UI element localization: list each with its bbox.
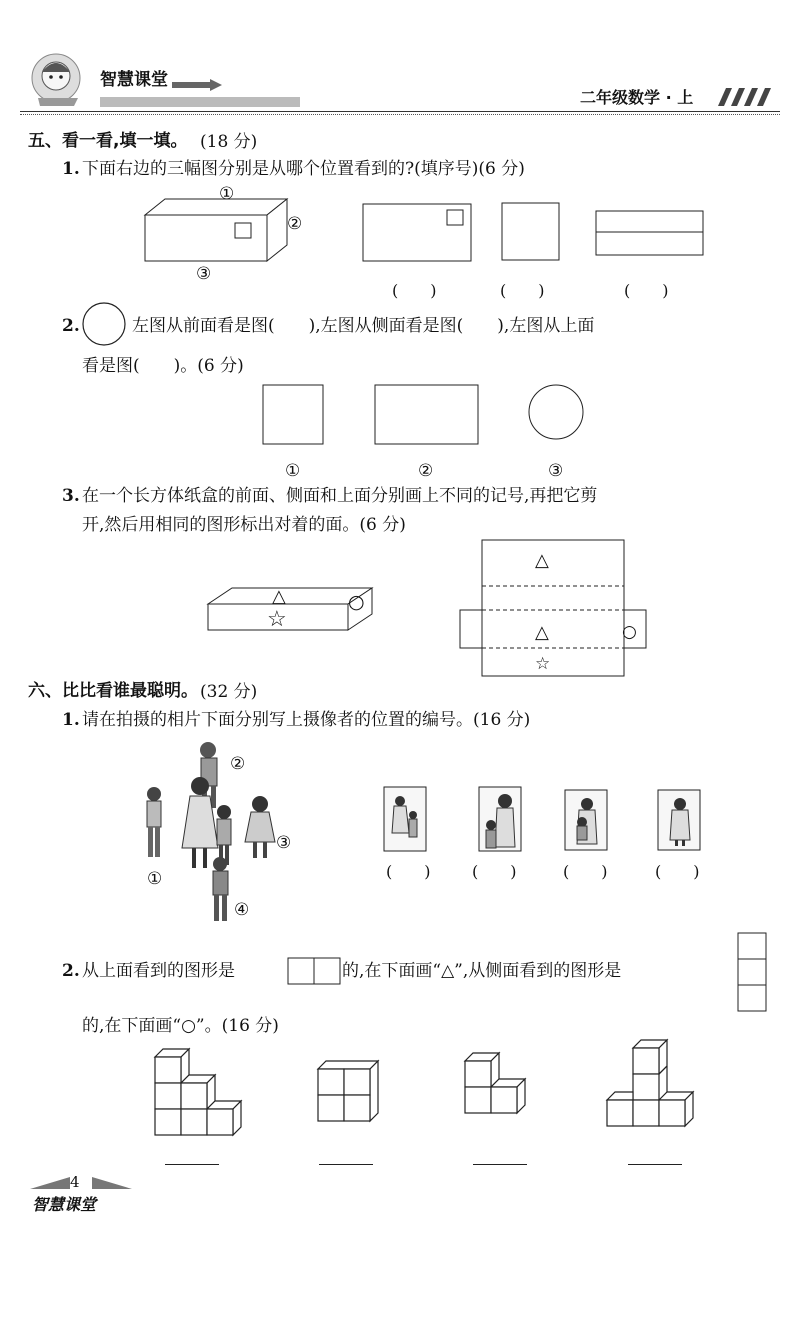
- section5-title: 五、看一看,填一填。: [28, 131, 188, 151]
- s6-q1-text: 请在拍摄的相片下面分别写上摄像者的位置的编号。(16 分): [82, 710, 531, 730]
- photo-4: [658, 790, 702, 856]
- answer-line-2[interactable]: [319, 1164, 373, 1165]
- mascot-icon: [28, 52, 88, 108]
- photo-3: [565, 790, 609, 856]
- section5-score: (18 分): [200, 132, 258, 152]
- arrow-icon: [172, 79, 222, 91]
- q2-label-1: ①: [285, 461, 301, 481]
- photo-1: [384, 787, 428, 853]
- q3-number: 3.: [62, 486, 80, 506]
- q1-label-top: ①: [219, 184, 235, 204]
- q2-label-3: ③: [548, 461, 564, 481]
- q1-label-side: ②: [287, 214, 303, 234]
- q3-net-bottom-star: ☆: [535, 654, 551, 674]
- q1-blank-b[interactable]: ( ): [500, 281, 545, 300]
- photo-blank-2[interactable]: ( ): [472, 862, 517, 881]
- position-label-1: ①: [147, 869, 163, 889]
- header-slashes-icon: [712, 86, 772, 108]
- photo-2: [479, 787, 523, 853]
- footer-page-number: 4: [70, 1173, 80, 1191]
- q1-view-a: [363, 204, 473, 264]
- q1-text: 下面右边的三幅图分别是从哪个位置看到的?(填序号)(6 分): [82, 159, 525, 179]
- section6-title: 六、比比看谁最聪明。: [28, 681, 198, 701]
- q2-shape-rectangle: [375, 385, 481, 447]
- q1-view-b: [502, 203, 562, 263]
- q3-net-middle-triangle: △: [535, 622, 549, 643]
- s6-q1-number: 1.: [62, 710, 80, 730]
- cube-figure-3: [465, 1051, 535, 1121]
- q1-box-figure: [145, 195, 295, 265]
- photo-blank-3[interactable]: ( ): [563, 862, 608, 881]
- header-mascot: [28, 52, 88, 108]
- answer-line-3[interactable]: [473, 1164, 527, 1165]
- q3-text-line2: 开,然后用相同的图形标出对着的面。(6 分): [82, 515, 406, 535]
- s6-q2-text1a: 从上面看到的图形是: [82, 961, 235, 981]
- q2-text-line1: 左图从前面看是图( ),左图从侧面看是图( ),左图从上面: [132, 316, 595, 336]
- q2-text-line2: 看是图( )。(6 分): [82, 356, 244, 376]
- q2-shape-circle: [528, 384, 588, 444]
- photo-blank-4[interactable]: ( ): [655, 862, 700, 881]
- q3-box-front-star: ☆: [267, 607, 287, 632]
- q2-label-2: ②: [418, 461, 434, 481]
- position-label-2: ②: [230, 754, 246, 774]
- photo-blank-1[interactable]: ( ): [386, 862, 431, 881]
- cube-figure-1: [155, 1043, 245, 1133]
- cube-figure-2: [318, 1059, 388, 1129]
- header-stripe-bar: [100, 95, 300, 109]
- position-label-4: ④: [234, 900, 250, 920]
- q1-blank-a[interactable]: ( ): [392, 281, 437, 300]
- q1-blank-c[interactable]: ( ): [624, 281, 669, 300]
- section6-score: (32 分): [200, 682, 258, 702]
- s6-q2-number: 2.: [62, 961, 80, 981]
- q3-net-top-triangle: △: [535, 550, 549, 571]
- q3-net-side-circle: ○: [622, 622, 637, 642]
- answer-line-4[interactable]: [628, 1164, 682, 1165]
- footer-arrows-icon: [30, 1175, 140, 1193]
- q2-shape-square: [263, 385, 325, 447]
- answer-line-1[interactable]: [165, 1164, 219, 1165]
- footer-brand: 智慧课堂: [32, 1195, 97, 1214]
- q3-net-figure: [458, 538, 648, 680]
- q2-cylinder-figure: [82, 302, 132, 346]
- q2-number: 2.: [62, 316, 80, 336]
- header-rule-dotted: [20, 114, 780, 115]
- header-grade: 二年级数学 · 上: [580, 88, 694, 107]
- q3-box-side-circle: ○: [348, 591, 365, 613]
- position-label-3: ③: [276, 833, 292, 853]
- q1-label-front: ③: [196, 264, 212, 284]
- q3-text-line1: 在一个长方体纸盒的前面、侧面和上面分别画上不同的记号,再把它剪: [82, 486, 598, 506]
- q3-box-top-triangle: △: [272, 586, 286, 607]
- q1-number: 1.: [62, 159, 80, 179]
- cube-figure-4: [607, 1036, 697, 1132]
- s6-q2-text2: 的,在下面画“○”。(16 分): [82, 1016, 279, 1036]
- header-rule: [20, 111, 780, 112]
- s6-q2-text1b: 的,在下面画“△”,从侧面看到的图形是: [342, 961, 622, 981]
- header-brand: 智慧课堂: [100, 70, 168, 90]
- side-view-three-squares: [738, 933, 768, 1013]
- q1-view-c: [596, 211, 706, 261]
- top-view-two-squares: [288, 958, 342, 986]
